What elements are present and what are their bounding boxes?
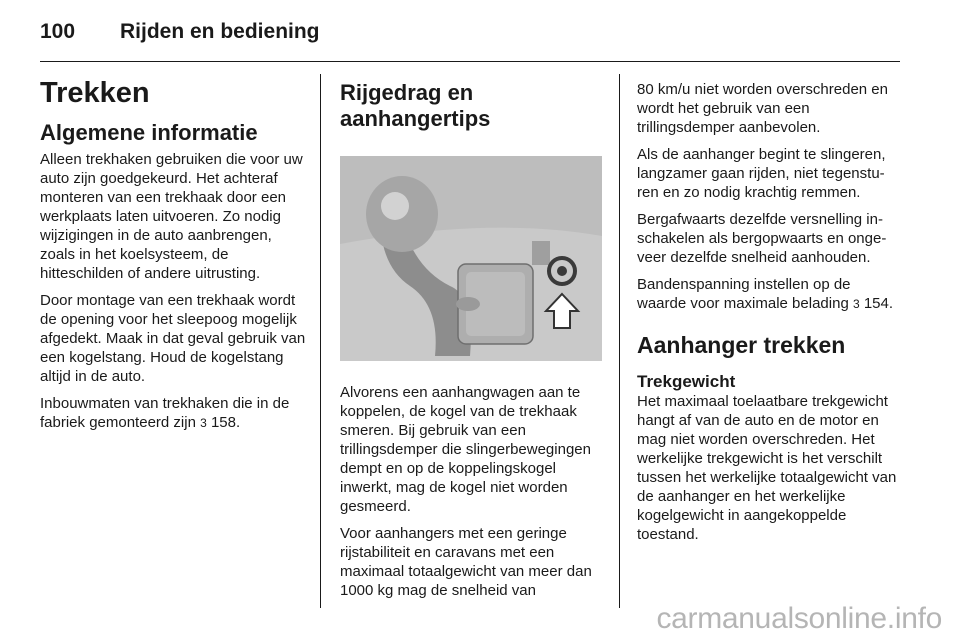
column-right — [637, 80, 901, 552]
paragraph: 80 km/u niet worden overschreden en wordt het gebruik van een trillingsdemper aanbevolen. — [637, 81, 888, 136]
column-middle — [340, 80, 604, 608]
paragraph-with-reference — [637, 275, 901, 314]
column-divider-left — [320, 74, 321, 608]
reference-arrow-icon: 3 — [200, 416, 207, 430]
section-title: Trekken — [40, 77, 150, 109]
subsection-title-general: Algemene informatie — [40, 120, 258, 145]
paragraph-text: Bandenspanning instellen op de waarde voor maximale belading — [637, 276, 851, 312]
watermark: carmanualsonline.info — [656, 602, 942, 635]
paragraph: Door montage van een trekhaak wordt de opening voor het sleepoog mogelijk afgedekt. Maak in dat geval gebruik van een kogelstang. Houd de kogelstang altijd in de auto. — [40, 292, 306, 385]
subsection-title-driving-tips — [340, 80, 604, 132]
paragraph: Alleen trekhaken gebruiken die voor uw auto zijn goedgekeurd. Het achteraf monteren van een trekhaak door een werkplaats laten uitvoeren. Zo nodig wijzigingen in de auto aanbrengen, zoals in het koelsysteem, de hitteschilden of andere uitrusting. — [40, 151, 303, 282]
column-left — [40, 76, 306, 441]
subsection-title-towing: Aanhanger trekken — [637, 332, 846, 358]
heading-line: aanhangertips — [340, 106, 491, 131]
paragraph: Bergafwaarts dezelfde versnelling inschakelen als bergopwaarts en ongeveer dezelfde snelheid aanhouden. — [637, 211, 887, 266]
paragraph: Als de aanhanger begint te slingeren, langzamer gaan rijden, niet tegensturen en zo nodig krachtig remmen. — [637, 146, 886, 201]
paragraph: Het maximaal toelaatbare trekgewicht hangt af van de auto en de motor en mag niet worden overschreden. Het werkelijke trekgewicht is het verschilt tussen het werkelijke totaalgewicht van de aanhanger en het werkelijke kogelgewicht in aangekoppelde toestand. — [637, 393, 897, 543]
tow-hitch-drawing — [340, 156, 602, 361]
page-reference[interactable]: 158. — [210, 414, 241, 431]
paragraph: Voor aanhangers met een geringe rijstabiliteit en caravans met een maximaal totaalgewicht van meer dan 1000 kg mag de snelheid van — [340, 525, 592, 599]
page-reference[interactable]: 154. — [863, 295, 894, 312]
paragraph-with-reference — [40, 394, 306, 433]
column-divider-right — [619, 74, 620, 608]
tow-hitch-illustration — [340, 156, 602, 361]
header-rule — [40, 61, 900, 62]
subheading-towing-weight: Trekgewicht — [637, 372, 736, 391]
page-number: 100 — [40, 20, 76, 43]
reference-arrow-icon: 3 — [852, 297, 860, 311]
running-header-title: Rijden en bediening — [120, 20, 320, 43]
paragraph: Alvorens een aanhangwagen aan te koppelen, de kogel van de trekhaak smeren. Bij gebruik van een trillingsdemper die slingerbewegingen dempt en op de koppelingskogel inwerkt, mag de kogel niet worden gesmeerd. — [340, 384, 591, 515]
heading-line: Rijgedrag en — [340, 80, 474, 105]
paragraph-text: Inbouwmaten van trekhaken die in de fabriek gemonteerd zijn — [40, 395, 290, 431]
